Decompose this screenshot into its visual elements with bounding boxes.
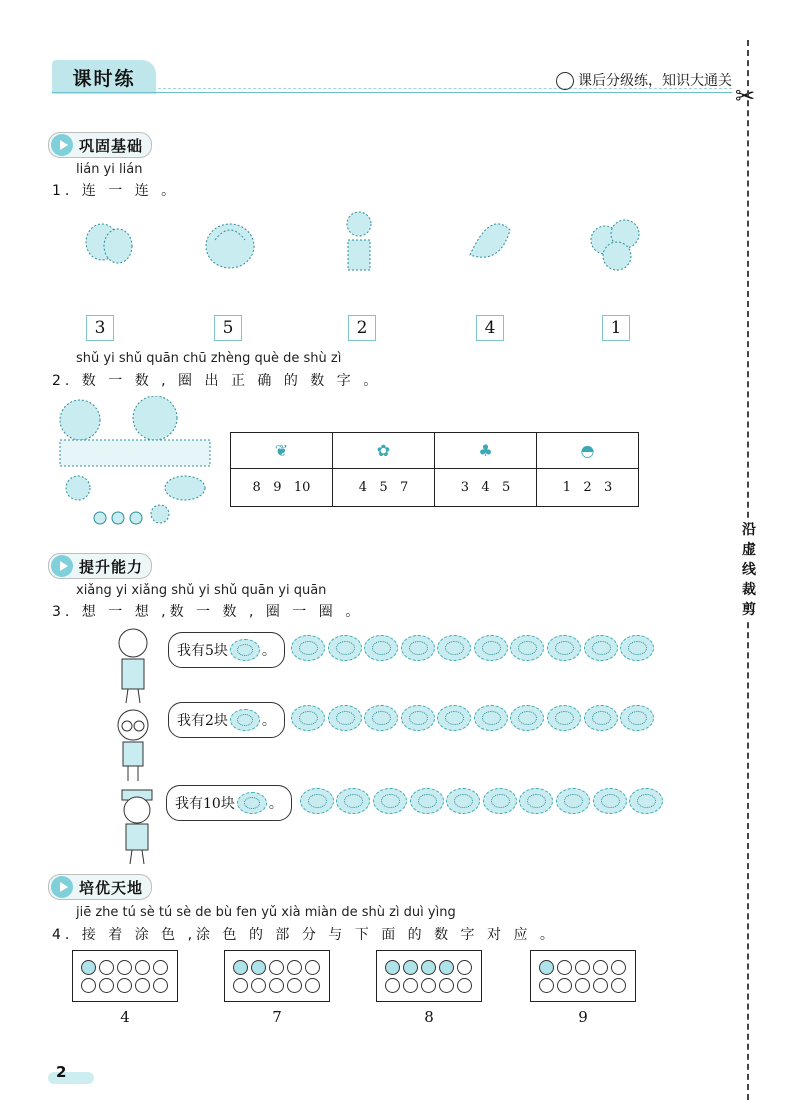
- boy-avatar-icon: [112, 786, 162, 870]
- q1-number-box[interactable]: 4: [476, 315, 504, 341]
- flower-icon: ✿: [376, 441, 391, 460]
- empty-circle[interactable]: [287, 978, 302, 993]
- filled-circle[interactable]: [539, 960, 554, 975]
- cookie-row[interactable]: [300, 788, 666, 818]
- section-header-improve: 提升能力: [48, 553, 152, 579]
- flowers-icon: [347, 212, 371, 270]
- q4-text: 4. 接 着 涂 色 ,涂 色 的 部 分 与 下 面 的 数 字 对 应 。: [52, 927, 558, 943]
- empty-circle[interactable]: [251, 978, 266, 993]
- filled-circle[interactable]: [81, 960, 96, 975]
- page-number: 2: [56, 1063, 67, 1081]
- cookie-icon: [373, 788, 407, 814]
- empty-circle[interactable]: [153, 978, 168, 993]
- empty-circle[interactable]: [575, 960, 590, 975]
- cookie-icon: [510, 705, 544, 731]
- cookie-icon: [336, 788, 370, 814]
- cookie-icon: [629, 788, 663, 814]
- alarm-clock-icon: [556, 72, 574, 90]
- empty-circle[interactable]: [117, 978, 132, 993]
- empty-circle[interactable]: [135, 960, 150, 975]
- cookie-icon: [593, 788, 627, 814]
- cookie-icon: [230, 639, 260, 661]
- q1-pinyin: lián yi lián: [76, 162, 143, 177]
- empty-circle[interactable]: [575, 978, 590, 993]
- table-cell[interactable]: 8 9 10: [231, 469, 333, 507]
- cookie-icon: [401, 705, 435, 731]
- section-header-basics: 巩固基础: [48, 132, 152, 158]
- empty-circle[interactable]: [557, 960, 572, 975]
- empty-circle[interactable]: [457, 978, 472, 993]
- lettuce-icon: [206, 224, 254, 268]
- q3-row: [168, 632, 657, 668]
- ten-frame[interactable]: [530, 950, 636, 1026]
- q1-number-box[interactable]: 1: [602, 315, 630, 341]
- frame-label: 9: [578, 1008, 588, 1026]
- empty-circle[interactable]: [457, 960, 472, 975]
- empty-circle[interactable]: [81, 978, 96, 993]
- empty-circle[interactable]: [439, 978, 454, 993]
- filled-circle[interactable]: [385, 960, 400, 975]
- cookie-icon: [556, 788, 590, 814]
- q2-pinyin: shǔ yi shǔ quān chū zhèng què de shù zì: [76, 351, 342, 366]
- cookie-icon: [291, 635, 325, 661]
- speech-bubble: 我有5块 。: [168, 632, 285, 668]
- cut-label: 沿 虚 线 裁 剪: [738, 520, 760, 620]
- cookie-icon: [328, 635, 362, 661]
- empty-circle[interactable]: [287, 960, 302, 975]
- cookie-icon: [230, 709, 260, 731]
- q1-number-box[interactable]: 3: [86, 315, 114, 341]
- cookie-icon: [584, 705, 618, 731]
- header-line: [52, 92, 732, 93]
- cookie-icon: [328, 705, 362, 731]
- cookie-icon: [510, 635, 544, 661]
- header-slogan: 课后分级练，知识大通关: [556, 70, 732, 90]
- cookie-icon: [474, 635, 508, 661]
- empty-circle[interactable]: [539, 978, 554, 993]
- cookie-icon: [401, 635, 435, 661]
- leaf-icon: [470, 224, 510, 257]
- ten-frame[interactable]: [224, 950, 330, 1026]
- table-cell[interactable]: 1 2 3: [537, 469, 639, 507]
- ten-frame[interactable]: [376, 950, 482, 1026]
- frame-label: 8: [424, 1008, 434, 1026]
- q1-number-box[interactable]: 5: [214, 315, 242, 341]
- filled-circle[interactable]: [421, 960, 436, 975]
- q4-pinyin: jiē zhe tú sè tú sè de bù fen yǔ xià miàn de shù zì duì yìng: [76, 905, 456, 920]
- empty-circle[interactable]: [421, 978, 436, 993]
- empty-circle[interactable]: [557, 978, 572, 993]
- cookie-icon: [364, 705, 398, 731]
- frame-label: 7: [272, 1008, 282, 1026]
- q3-row: [166, 785, 666, 821]
- section-header-advanced: 培优天地: [48, 874, 152, 900]
- q1-number-box[interactable]: 2: [348, 315, 376, 341]
- turtle-icon: ◓: [580, 441, 595, 460]
- cookie-icon: [519, 788, 553, 814]
- frame-label: 4: [120, 1008, 130, 1026]
- filled-circle[interactable]: [403, 960, 418, 975]
- play-icon: [51, 876, 73, 898]
- q3-row: [168, 702, 657, 738]
- empty-circle[interactable]: [99, 978, 114, 993]
- q1-pictures: [60, 210, 660, 280]
- lesson-tab: 课时练: [52, 60, 156, 94]
- cookie-icon: [410, 788, 444, 814]
- ten-frame[interactable]: [72, 950, 178, 1026]
- filled-circle[interactable]: [251, 960, 266, 975]
- page-number-highlight: [48, 1072, 94, 1084]
- empty-circle[interactable]: [593, 960, 608, 975]
- cookie-icon: [547, 705, 581, 731]
- empty-circle[interactable]: [153, 960, 168, 975]
- play-icon: [51, 555, 73, 577]
- cookie-icon: [483, 788, 517, 814]
- speech-bubble: 我有10块 。: [166, 785, 292, 821]
- table-cell: [537, 433, 639, 469]
- empty-circle[interactable]: [305, 960, 320, 975]
- filled-circle[interactable]: [233, 960, 248, 975]
- play-icon: [51, 134, 73, 156]
- girl-avatar-icon: [108, 625, 158, 709]
- table-cell: [435, 433, 537, 469]
- empty-circle[interactable]: [593, 978, 608, 993]
- garden-scene-image: [50, 396, 215, 536]
- strawberries-icon: [86, 224, 132, 263]
- q2-text: 2. 数 一 数 , 圈 出 正 确 的 数 字 。: [52, 373, 382, 389]
- empty-circle[interactable]: [269, 978, 284, 993]
- girl-glasses-avatar-icon: [108, 705, 158, 787]
- cookie-icon: [620, 635, 654, 661]
- empty-circle[interactable]: [305, 978, 320, 993]
- empty-circle[interactable]: [233, 978, 248, 993]
- table-cell: [333, 433, 435, 469]
- cookie-icon: [291, 705, 325, 731]
- cookie-icon: [237, 792, 267, 814]
- speech-bubble: 我有2块 。: [168, 702, 285, 738]
- tree-icon: ♣: [478, 441, 493, 460]
- sprout-icon: ❦: [274, 441, 289, 460]
- q3-pinyin: xiǎng yi xiǎng shǔ yi shǔ quān yi quān: [76, 583, 327, 598]
- q1-text: 1. 连 一 连 。: [52, 183, 180, 199]
- empty-circle[interactable]: [611, 960, 626, 975]
- cookie-icon: [437, 635, 471, 661]
- peaches-icon: [591, 220, 639, 270]
- cookie-icon: [584, 635, 618, 661]
- table-cell: [231, 433, 333, 469]
- cookie-icon: [437, 705, 471, 731]
- cookie-row[interactable]: [291, 635, 657, 665]
- filled-circle[interactable]: [439, 960, 454, 975]
- scissors-icon: ✂: [735, 82, 756, 110]
- cookie-icon: [547, 635, 581, 661]
- empty-circle[interactable]: [403, 978, 418, 993]
- empty-circle[interactable]: [385, 978, 400, 993]
- table-cell[interactable]: 4 5 7: [333, 469, 435, 507]
- empty-circle[interactable]: [135, 978, 150, 993]
- count-table: [230, 432, 639, 507]
- table-cell[interactable]: 3 4 5: [435, 469, 537, 507]
- cookie-icon: [446, 788, 480, 814]
- q3-text: 3. 想 一 想 ,数 一 数 , 圈 一 圈 。: [52, 604, 364, 620]
- empty-circle[interactable]: [99, 960, 114, 975]
- cookie-icon: [620, 705, 654, 731]
- empty-circle[interactable]: [269, 960, 284, 975]
- empty-circle[interactable]: [611, 978, 626, 993]
- cookie-icon: [364, 635, 398, 661]
- empty-circle[interactable]: [117, 960, 132, 975]
- cookie-icon: [300, 788, 334, 814]
- cookie-icon: [474, 705, 508, 731]
- cookie-row[interactable]: [291, 705, 657, 735]
